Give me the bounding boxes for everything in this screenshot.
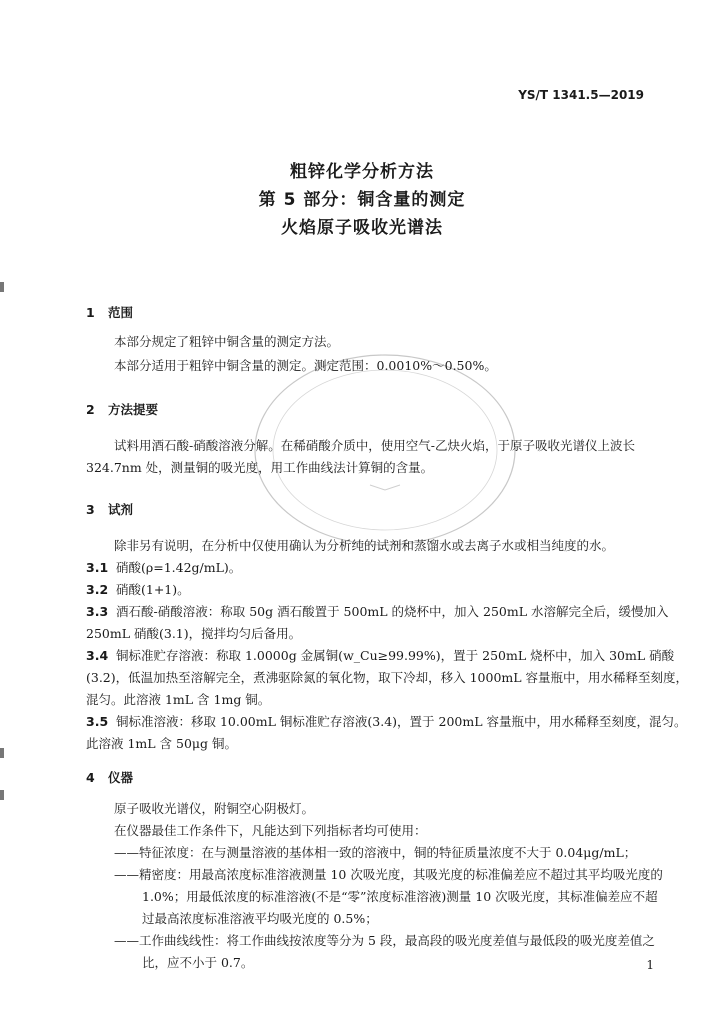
- section-title: 方法提要: [108, 402, 159, 417]
- paragraph-line: 试料用酒石酸-硝酸溶液分解。在稀硝酸介质中，使用空气-乙炔火焰，于原子吸收光谱仪上波长: [114, 438, 635, 453]
- paragraph: 本部分适用于粗锌中铜含量的测定。测定范围：0.0010%～0.50%。: [114, 358, 497, 373]
- paragraph-line: 此溶液 1mL 含 50μg 铜。: [86, 736, 238, 751]
- standard-code: YS/T 1341.5—2019: [518, 88, 644, 102]
- dash-item-continued: 过最高浓度标准溶液平均吸光度的 0.5%；: [142, 911, 378, 926]
- document-title: [0, 158, 724, 242]
- title-line-3: 火焰原子吸收光谱法: [281, 218, 443, 238]
- paragraph: 原子吸收光谱仪，附铜空心阴极灯。: [114, 801, 315, 816]
- reagent-item: [86, 644, 674, 668]
- section-number: 4: [86, 770, 95, 785]
- dash-item-continued: 比，应不小于 0.7。: [142, 955, 254, 970]
- item-text: 硝酸(1+1)。: [116, 582, 190, 597]
- item-number: 3.1: [86, 560, 109, 575]
- item-number: 3.5: [86, 714, 109, 729]
- scan-edge-mark: [0, 282, 4, 292]
- section-heading-apparatus: [86, 768, 133, 786]
- dash-item: ——精密度：用最高浓度标准溶液测量 10 次吸光度，其吸光度的标准偏差应不超过其平均吸光度的: [114, 867, 663, 882]
- section-number: 1: [86, 305, 95, 320]
- section-number: 2: [86, 402, 95, 417]
- section-heading-method: [86, 400, 158, 418]
- section-title: 范围: [108, 305, 134, 320]
- item-number: 3.4: [86, 648, 109, 663]
- paragraph-line: (3.2)，低温加热至溶解完全，煮沸驱除氮的氧化物，取下冷却，移入 1000mL 容量瓶中，用水稀释至刻度，: [86, 670, 689, 685]
- item-text: 硝酸(ρ=1.42g/mL)。: [116, 560, 242, 575]
- section-heading-reagents: [86, 500, 133, 518]
- dash-item: ——工作曲线线性：将工作曲线按浓度等分为 5 段，最高段的吸光度差值与最低段的吸光度差值之: [114, 933, 655, 948]
- item-number: 3.2: [86, 582, 109, 597]
- item-text: 酒石酸-硝酸溶液：称取 50g 酒石酸置于 500mL 的烧杯中，加入 250mL 水溶解完全后，缓慢加入: [116, 604, 669, 619]
- paragraph: 除非另有说明，在分析中仅使用确认为分析纯的试剂和蒸馏水或去离子水或相当纯度的水。: [114, 538, 615, 553]
- item-number: 3.3: [86, 604, 109, 619]
- dash-item: ——特征浓度：在与测量溶液的基体相一致的溶液中，铜的特征质量浓度不大于 0.04μg/mL；: [114, 845, 637, 860]
- paragraph: 本部分规定了粗锌中铜含量的测定方法。: [114, 334, 340, 349]
- title-line-2: 第 5 部分：铜含量的测定: [258, 190, 466, 210]
- scan-edge-mark: [0, 748, 4, 758]
- section-heading-scope: [86, 303, 133, 321]
- section-title: 仪器: [108, 770, 134, 785]
- paragraph-line: 324.7nm 处，测量铜的吸光度，用工作曲线法计算铜的含量。: [86, 460, 434, 475]
- reagent-item: [86, 578, 190, 602]
- paragraph-line: 混匀。此溶液 1mL 含 1mg 铜。: [86, 692, 271, 707]
- page-number: 1: [646, 958, 654, 972]
- paragraph: 在仪器最佳工作条件下，凡能达到下列指标者均可使用：: [114, 823, 427, 838]
- reagent-item: [86, 600, 669, 624]
- title-line-1: 粗锌化学分析方法: [290, 162, 434, 182]
- dash-item-continued: 1.0%；用最低浓度的标准溶液(不是“零”浓度标准溶液)测量 10 次吸光度，其标准偏差应不超: [142, 889, 658, 904]
- item-text: 铜标准贮存溶液：称取 1.0000g 金属铜(w_Cu≥99.99%)，置于 250mL 烧杯中，加入 30mL 硝酸: [116, 648, 675, 663]
- section-title: 试剂: [108, 502, 134, 517]
- item-text: 铜标准溶液：移取 10.00mL 铜标准贮存溶液(3.4)，置于 200mL 容量瓶中，用水稀释至刻度，混匀。: [116, 714, 687, 729]
- section-number: 3: [86, 502, 95, 517]
- reagent-item: [86, 710, 686, 734]
- reagent-item: [86, 556, 241, 580]
- paragraph-line: 250mL 硝酸(3.1)，搅拌均匀后备用。: [86, 626, 302, 641]
- scan-edge-mark: [0, 790, 4, 800]
